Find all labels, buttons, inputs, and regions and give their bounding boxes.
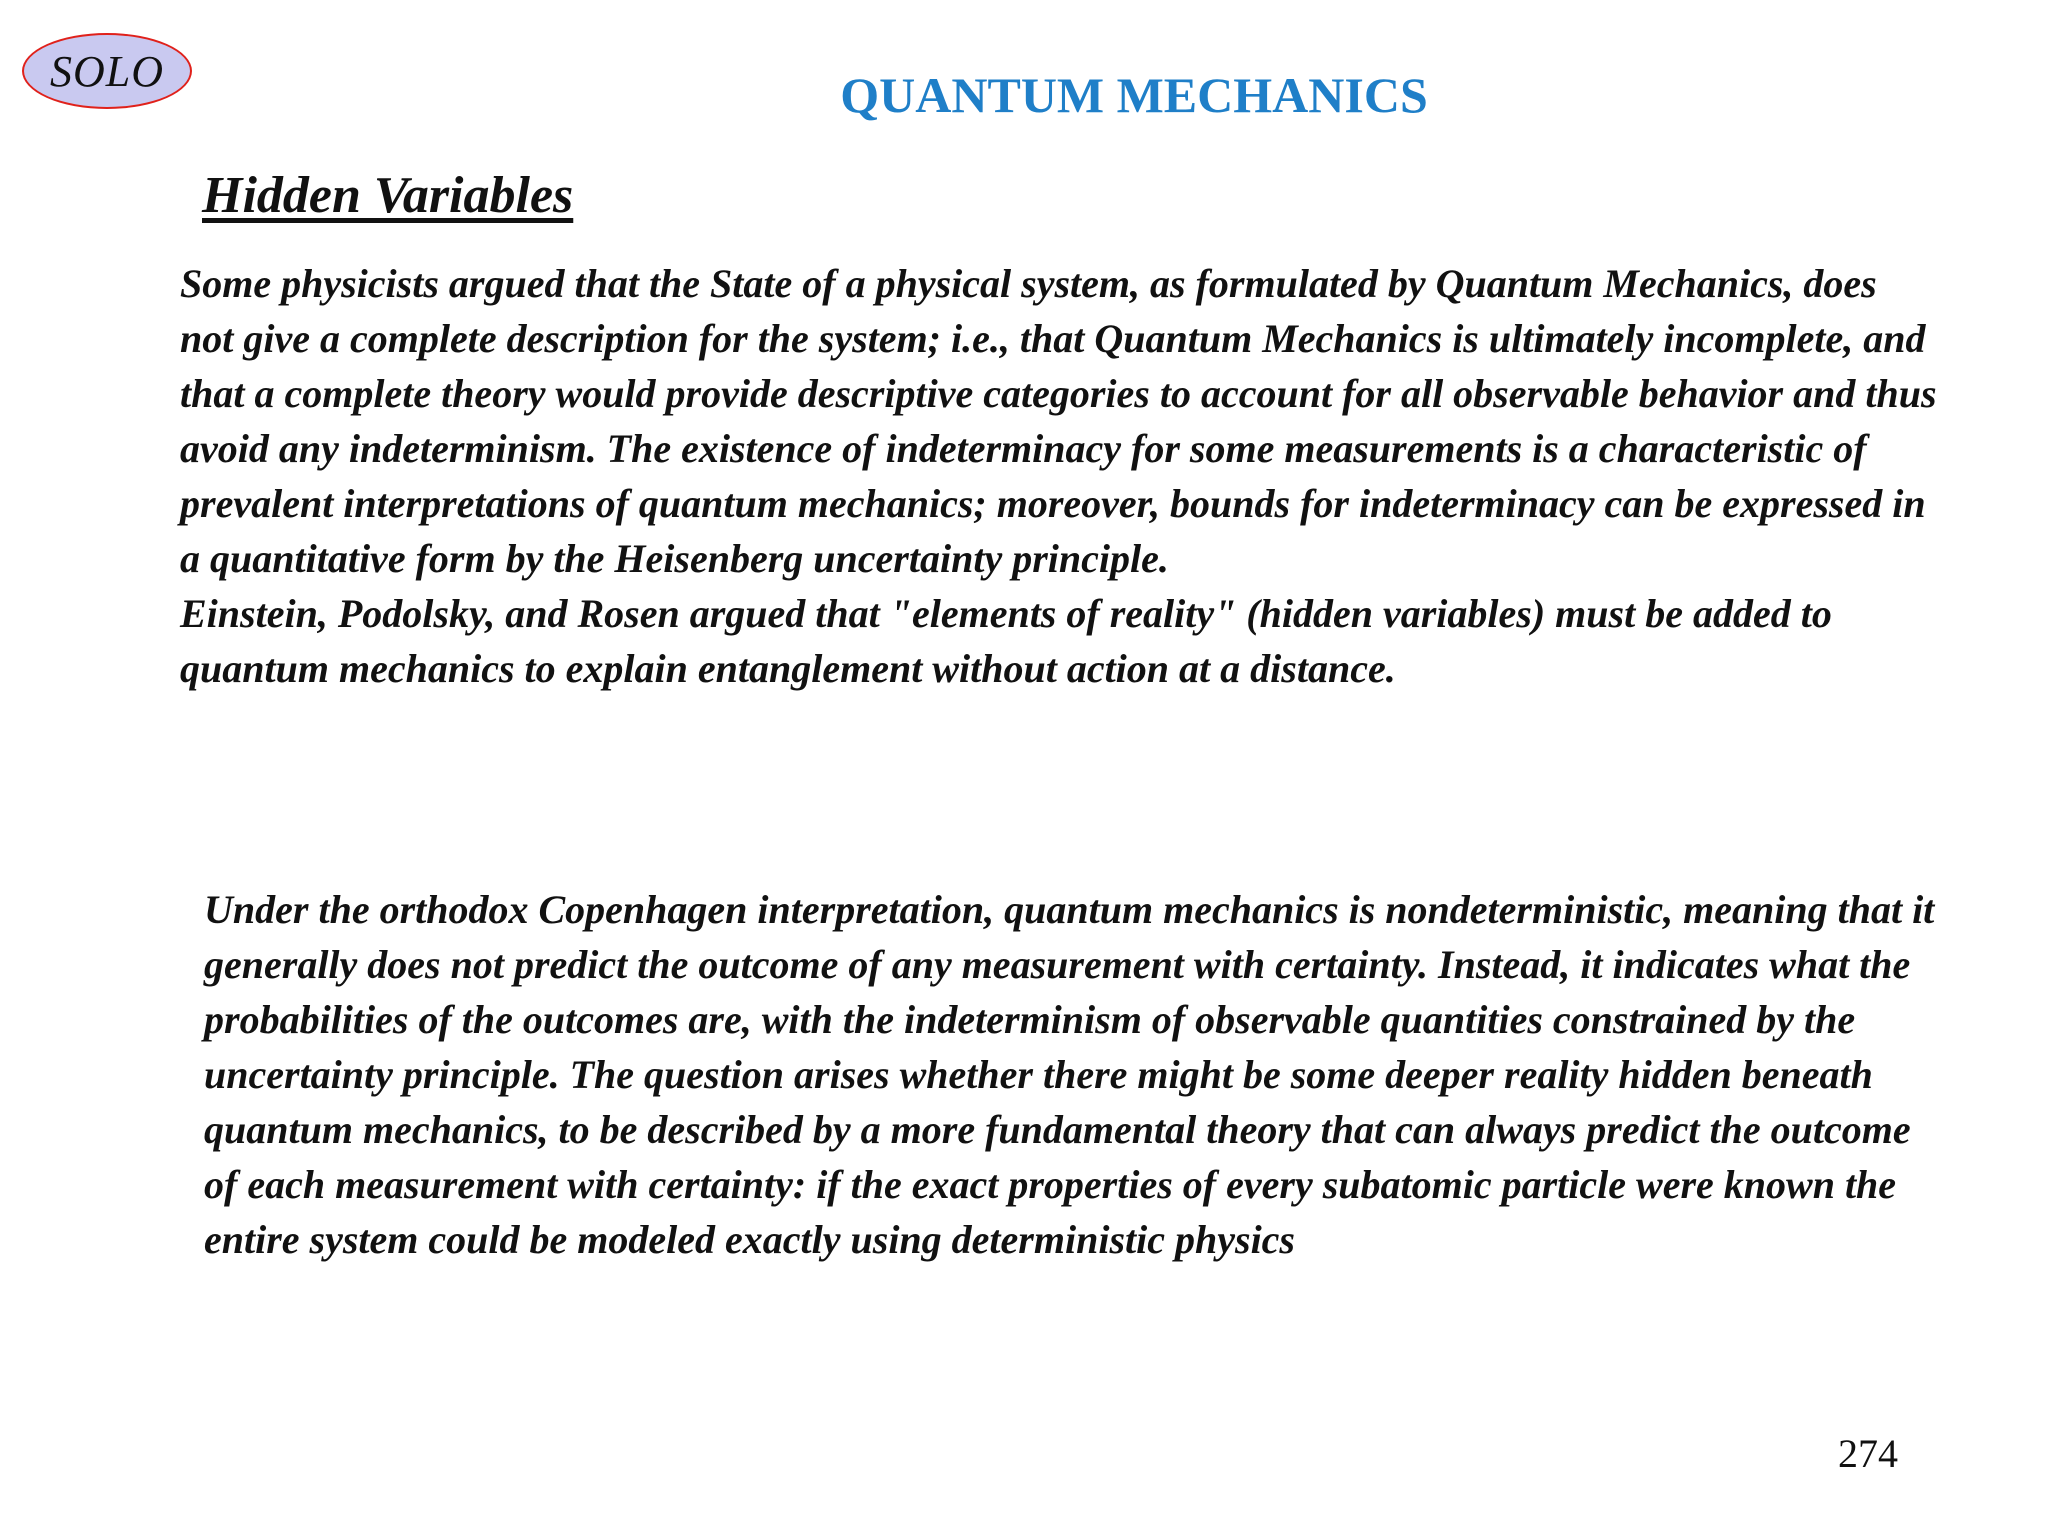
paragraph-copenhagen: Under the orthodox Copenhagen interpretation, quantum mechanics is nondeterministic, meaning that it generally does not predict the outcome of any measurement with certainty. Instead, it indicates what the probabilities of the outcomes are, with the indeterminism of observable quantities constrained by the uncertainty principle. The question arises whether there might be some deeper reality hidden beneath quantum mechanics, to be described by a more fundamental theory that can always predict the outcome of each measurement with certainty: if the exact properties of every subatomic particle were known the entire system could be modeled exactly using deterministic physics (204, 887, 1935, 1262)
section-heading: Hidden Variables (202, 167, 574, 224)
page-number: 274 (1838, 1431, 1898, 1476)
paragraph-hidden-variables-intro: Some physicists argued that the State of a physical system, as formulated by Quantum Mechanics, does not give a complete description for the system; i.e., that Quantum Mechanics is ultimately incomplete, and that a complete theory would provide descriptive categories to account for all observable behavior and thus avoid any indeterminism. The existence of indeterminacy for some measurements is a characteristic of prevalent interpretations of quantum mechanics; moreover, bounds for indeterminacy can be expressed in a quantitative form by the Heisenberg uncertainty principle. (180, 261, 1937, 581)
logo-text: SOLO (49, 46, 165, 96)
page-title: QUANTUM MECHANICS (840, 67, 1428, 123)
paragraph-epr-argument: Einstein, Podolsky, and Rosen argued that "elements of reality" (hidden variables) must be added to quantum mechanics to explain entanglement without action at a distance. (180, 591, 1832, 691)
body-block-2 (180, 882, 1940, 1267)
body-block-1 (180, 256, 1940, 696)
